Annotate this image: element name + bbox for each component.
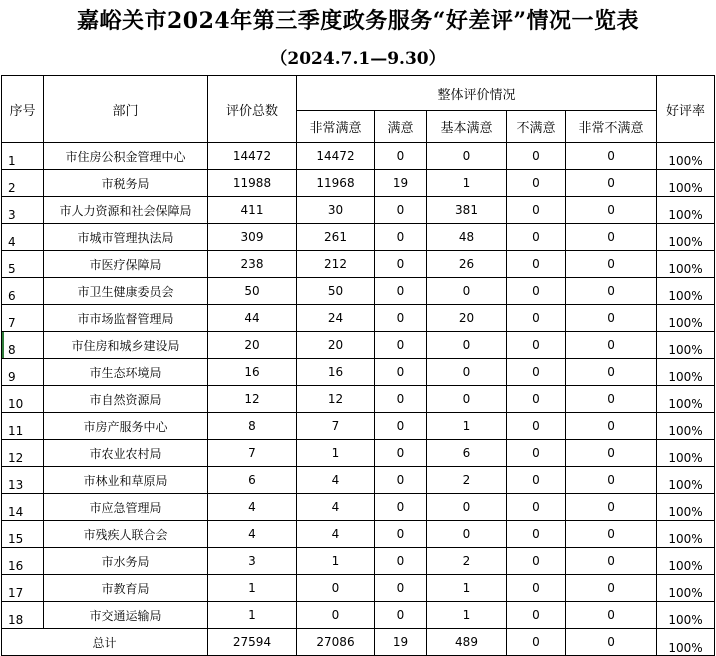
- table-row: [2, 170, 715, 197]
- cell-very-unsatisfied[interactable]: 0: [566, 305, 657, 332]
- cell-dept[interactable]: 市自然资源局: [44, 386, 208, 413]
- cell-rate[interactable]: 100%: [657, 305, 715, 332]
- cell-very-satisfied[interactable]: 212: [297, 251, 375, 278]
- cell-satisfied[interactable]: 0: [375, 278, 427, 305]
- table-row: [2, 143, 715, 170]
- cell-unsatisfied[interactable]: 0: [507, 251, 566, 278]
- cell-total[interactable]: 50: [208, 278, 297, 305]
- cell-dept[interactable]: 市税务局: [44, 170, 208, 197]
- cell-very-satisfied[interactable]: 261: [297, 224, 375, 251]
- cell-very-satisfied[interactable]: 0: [297, 575, 375, 602]
- table-row: [2, 278, 715, 305]
- cell-very-unsatisfied[interactable]: 0: [566, 386, 657, 413]
- cell-rate[interactable]: 100%: [657, 413, 715, 440]
- total-satisfied[interactable]: 19: [375, 629, 427, 656]
- cell-rate[interactable]: 100%: [657, 278, 715, 305]
- cell-basic-satisfied[interactable]: 0: [427, 386, 507, 413]
- cell-rate[interactable]: 100%: [657, 440, 715, 467]
- cell-very-satisfied[interactable]: 11968: [297, 170, 375, 197]
- cell-total[interactable]: 8: [208, 413, 297, 440]
- cell-satisfied[interactable]: 0: [375, 332, 427, 359]
- cell-dept[interactable]: 市水务局: [44, 548, 208, 575]
- cell-unsatisfied[interactable]: 0: [507, 440, 566, 467]
- table-row: [2, 467, 715, 494]
- header-unsatisfied[interactable]: 不满意: [507, 111, 566, 143]
- cell-dept[interactable]: 市住房公积金管理中心: [44, 143, 208, 170]
- cell-very-unsatisfied[interactable]: 0: [566, 413, 657, 440]
- cell-basic-satisfied[interactable]: 6: [427, 440, 507, 467]
- cell-very-unsatisfied[interactable]: 0: [566, 332, 657, 359]
- cell-total[interactable]: 4: [208, 494, 297, 521]
- header-dept[interactable]: 部门: [44, 76, 208, 143]
- cell-unsatisfied[interactable]: 0: [507, 143, 566, 170]
- cell-very-unsatisfied[interactable]: 0: [566, 575, 657, 602]
- cell-total[interactable]: 20: [208, 332, 297, 359]
- cell-rate[interactable]: 100%: [657, 359, 715, 386]
- cell-satisfied[interactable]: 0: [375, 251, 427, 278]
- cell-total[interactable]: 11988: [208, 170, 297, 197]
- cell-basic-satisfied[interactable]: 0: [427, 332, 507, 359]
- cell-seq[interactable]: 14: [2, 494, 44, 521]
- cell-satisfied[interactable]: 0: [375, 224, 427, 251]
- cell-satisfied[interactable]: 0: [375, 386, 427, 413]
- header-rate[interactable]: 好评率: [657, 76, 715, 143]
- cell-satisfied[interactable]: 0: [375, 467, 427, 494]
- table-row: [2, 575, 715, 602]
- cell-basic-satisfied[interactable]: 381: [427, 197, 507, 224]
- cell-basic-satisfied[interactable]: 1: [427, 413, 507, 440]
- cell-basic-satisfied[interactable]: 0: [427, 494, 507, 521]
- cell-very-satisfied[interactable]: 12: [297, 386, 375, 413]
- header-basic-satisfied[interactable]: 基本满意: [427, 111, 507, 143]
- date-range-subtitle: （2024.7.1—9.30）: [270, 49, 446, 69]
- cell-total[interactable]: 3: [208, 548, 297, 575]
- cell-total[interactable]: 411: [208, 197, 297, 224]
- cell-unsatisfied[interactable]: 0: [507, 197, 566, 224]
- cell-seq[interactable]: 1: [2, 143, 44, 170]
- cell-unsatisfied[interactable]: 0: [507, 494, 566, 521]
- cell-seq[interactable]: 9: [2, 359, 44, 386]
- cell-seq[interactable]: 12: [2, 440, 44, 467]
- cell-seq[interactable]: 4: [2, 224, 44, 251]
- cell-satisfied[interactable]: 0: [375, 548, 427, 575]
- page-title: 嘉峪关市2024年第三季度政务服务“好差评”情况一览表: [76, 8, 640, 34]
- cell-total[interactable]: 309: [208, 224, 297, 251]
- cell-rate[interactable]: 100%: [657, 494, 715, 521]
- cell-rate[interactable]: 100%: [657, 602, 715, 629]
- cell-satisfied[interactable]: 0: [375, 197, 427, 224]
- cell-dept[interactable]: 市城市管理执法局: [44, 224, 208, 251]
- total-row: [2, 629, 715, 656]
- cell-dept[interactable]: 市教育局: [44, 575, 208, 602]
- cell-very-satisfied[interactable]: 14472: [297, 143, 375, 170]
- table-row: [2, 521, 715, 548]
- table-row: [2, 386, 715, 413]
- header-seq[interactable]: 序号: [2, 76, 44, 143]
- cell-very-unsatisfied[interactable]: 0: [566, 440, 657, 467]
- cell-very-unsatisfied[interactable]: 0: [566, 197, 657, 224]
- cell-unsatisfied[interactable]: 0: [507, 602, 566, 629]
- total-unsatisfied[interactable]: 0: [507, 629, 566, 656]
- cell-unsatisfied[interactable]: 0: [507, 386, 566, 413]
- cell-dept[interactable]: 市交通运输局: [44, 602, 208, 629]
- cell-very-unsatisfied[interactable]: 0: [566, 278, 657, 305]
- cell-very-unsatisfied[interactable]: 0: [566, 143, 657, 170]
- cell-basic-satisfied[interactable]: 0: [427, 143, 507, 170]
- cell-dept[interactable]: 市残疾人联合会: [44, 521, 208, 548]
- cell-unsatisfied[interactable]: 0: [507, 521, 566, 548]
- cell-very-unsatisfied[interactable]: 0: [566, 521, 657, 548]
- total-rate[interactable]: 100%: [657, 629, 715, 656]
- cell-total[interactable]: 4: [208, 521, 297, 548]
- cell-unsatisfied[interactable]: 0: [507, 575, 566, 602]
- cell-very-unsatisfied[interactable]: 0: [566, 494, 657, 521]
- cell-satisfied[interactable]: 0: [375, 602, 427, 629]
- table-row: [2, 251, 715, 278]
- cell-unsatisfied[interactable]: 0: [507, 278, 566, 305]
- cell-dept[interactable]: 市住房和城乡建设局: [44, 332, 208, 359]
- cell-very-unsatisfied[interactable]: 0: [566, 467, 657, 494]
- cell-very-satisfied[interactable]: 4: [297, 467, 375, 494]
- total-basic-satisfied[interactable]: 489: [427, 629, 507, 656]
- total-label[interactable]: 总计: [2, 629, 208, 656]
- cell-rate[interactable]: 100%: [657, 251, 715, 278]
- cell-seq[interactable]: 5: [2, 251, 44, 278]
- cell-unsatisfied[interactable]: 0: [507, 305, 566, 332]
- cell-dept[interactable]: 市生态环境局: [44, 359, 208, 386]
- cell-basic-satisfied[interactable]: 0: [427, 359, 507, 386]
- total-very-unsatisfied[interactable]: 0: [566, 629, 657, 656]
- evaluation-table: [1, 75, 715, 656]
- cell-unsatisfied[interactable]: 0: [507, 548, 566, 575]
- cell-total[interactable]: 7: [208, 440, 297, 467]
- cell-satisfied[interactable]: 0: [375, 521, 427, 548]
- cell-rate[interactable]: 100%: [657, 143, 715, 170]
- cell-seq[interactable]: 7: [2, 305, 44, 332]
- cell-basic-satisfied[interactable]: 0: [427, 521, 507, 548]
- cell-very-unsatisfied[interactable]: 0: [566, 170, 657, 197]
- cell-basic-satisfied[interactable]: 2: [427, 548, 507, 575]
- cell-total[interactable]: 1: [208, 602, 297, 629]
- cell-seq[interactable]: 18: [2, 602, 44, 629]
- cell-satisfied[interactable]: 0: [375, 359, 427, 386]
- cell-dept[interactable]: 市房产服务中心: [44, 413, 208, 440]
- cell-total[interactable]: 12: [208, 386, 297, 413]
- table-row: [2, 413, 715, 440]
- total-total[interactable]: 27594: [208, 629, 297, 656]
- cell-satisfied[interactable]: 0: [375, 305, 427, 332]
- cell-very-satisfied[interactable]: 20: [297, 332, 375, 359]
- header-satisfied[interactable]: 满意: [375, 111, 427, 143]
- cell-unsatisfied[interactable]: 0: [507, 224, 566, 251]
- table-row: [2, 332, 715, 359]
- cell-rate[interactable]: 100%: [657, 467, 715, 494]
- cell-dept[interactable]: 市卫生健康委员会: [44, 278, 208, 305]
- cell-satisfied[interactable]: 0: [375, 413, 427, 440]
- cell-very-unsatisfied[interactable]: 0: [566, 251, 657, 278]
- table-row: [2, 602, 715, 629]
- cell-unsatisfied[interactable]: 0: [507, 413, 566, 440]
- cell-total[interactable]: 238: [208, 251, 297, 278]
- table-row: [2, 224, 715, 251]
- cell-very-satisfied[interactable]: 7: [297, 413, 375, 440]
- table-row: [2, 494, 715, 521]
- cell-seq[interactable]: 6: [2, 278, 44, 305]
- cell-total[interactable]: 14472: [208, 143, 297, 170]
- cell-total[interactable]: 16: [208, 359, 297, 386]
- cell-very-unsatisfied[interactable]: 0: [566, 548, 657, 575]
- cell-satisfied[interactable]: 0: [375, 440, 427, 467]
- table-row: [2, 305, 715, 332]
- cell-seq[interactable]: 13: [2, 467, 44, 494]
- cell-very-satisfied[interactable]: 24: [297, 305, 375, 332]
- cell-very-satisfied[interactable]: 0: [297, 602, 375, 629]
- cell-satisfied[interactable]: 0: [375, 494, 427, 521]
- header-very-satisfied[interactable]: 非常满意: [297, 111, 375, 143]
- cell-basic-satisfied[interactable]: 2: [427, 467, 507, 494]
- cell-very-satisfied[interactable]: 1: [297, 548, 375, 575]
- cell-basic-satisfied[interactable]: 26: [427, 251, 507, 278]
- total-very-satisfied[interactable]: 27086: [297, 629, 375, 656]
- cell-rate[interactable]: 100%: [657, 197, 715, 224]
- cell-dept[interactable]: 市林业和草原局: [44, 467, 208, 494]
- table-row: [2, 548, 715, 575]
- cell-very-satisfied[interactable]: 50: [297, 278, 375, 305]
- cell-rate[interactable]: 100%: [657, 575, 715, 602]
- cell-satisfied[interactable]: 19: [375, 170, 427, 197]
- cell-seq[interactable]: 11: [2, 413, 44, 440]
- header-overall[interactable]: 整体评价情况: [297, 76, 657, 111]
- cell-seq[interactable]: 8: [2, 332, 44, 359]
- cell-dept[interactable]: 市农业农村局: [44, 440, 208, 467]
- cell-unsatisfied[interactable]: 0: [507, 467, 566, 494]
- cell-unsatisfied[interactable]: 0: [507, 170, 566, 197]
- cell-very-satisfied[interactable]: 30: [297, 197, 375, 224]
- cell-seq[interactable]: 16: [2, 548, 44, 575]
- header-very-unsatisfied[interactable]: 非常不满意: [566, 111, 657, 143]
- cell-seq[interactable]: 2: [2, 170, 44, 197]
- cell-rate[interactable]: 100%: [657, 521, 715, 548]
- cell-seq[interactable]: 3: [2, 197, 44, 224]
- header-total[interactable]: 评价总数: [208, 76, 297, 143]
- cell-seq[interactable]: 10: [2, 386, 44, 413]
- table-row: [2, 197, 715, 224]
- cell-basic-satisfied[interactable]: 1: [427, 170, 507, 197]
- cell-dept[interactable]: 市市场监督管理局: [44, 305, 208, 332]
- cell-rate[interactable]: 100%: [657, 386, 715, 413]
- cell-very-satisfied[interactable]: 1: [297, 440, 375, 467]
- cell-unsatisfied[interactable]: 0: [507, 359, 566, 386]
- cell-basic-satisfied[interactable]: 1: [427, 575, 507, 602]
- cell-very-satisfied[interactable]: 16: [297, 359, 375, 386]
- cell-very-unsatisfied[interactable]: 0: [566, 359, 657, 386]
- cell-dept[interactable]: 市人力资源和社会保障局: [44, 197, 208, 224]
- cell-very-unsatisfied[interactable]: 0: [566, 224, 657, 251]
- cell-satisfied[interactable]: 0: [375, 575, 427, 602]
- cell-satisfied[interactable]: 0: [375, 143, 427, 170]
- cell-seq[interactable]: 17: [2, 575, 44, 602]
- cell-basic-satisfied[interactable]: 0: [427, 278, 507, 305]
- cell-unsatisfied[interactable]: 0: [507, 332, 566, 359]
- cell-basic-satisfied[interactable]: 20: [427, 305, 507, 332]
- cell-very-unsatisfied[interactable]: 0: [566, 602, 657, 629]
- cell-dept[interactable]: 市应急管理局: [44, 494, 208, 521]
- cell-total[interactable]: 6: [208, 467, 297, 494]
- cell-total[interactable]: 1: [208, 575, 297, 602]
- cell-rate[interactable]: 100%: [657, 332, 715, 359]
- cell-basic-satisfied[interactable]: 1: [427, 602, 507, 629]
- cell-total[interactable]: 44: [208, 305, 297, 332]
- cell-very-satisfied[interactable]: 4: [297, 494, 375, 521]
- cell-dept[interactable]: 市医疗保障局: [44, 251, 208, 278]
- cell-seq[interactable]: 15: [2, 521, 44, 548]
- cell-rate[interactable]: 100%: [657, 548, 715, 575]
- cell-basic-satisfied[interactable]: 48: [427, 224, 507, 251]
- table-row: [2, 359, 715, 386]
- cell-rate[interactable]: 100%: [657, 224, 715, 251]
- cell-rate[interactable]: 100%: [657, 170, 715, 197]
- cell-very-satisfied[interactable]: 4: [297, 521, 375, 548]
- table-row: [2, 440, 715, 467]
